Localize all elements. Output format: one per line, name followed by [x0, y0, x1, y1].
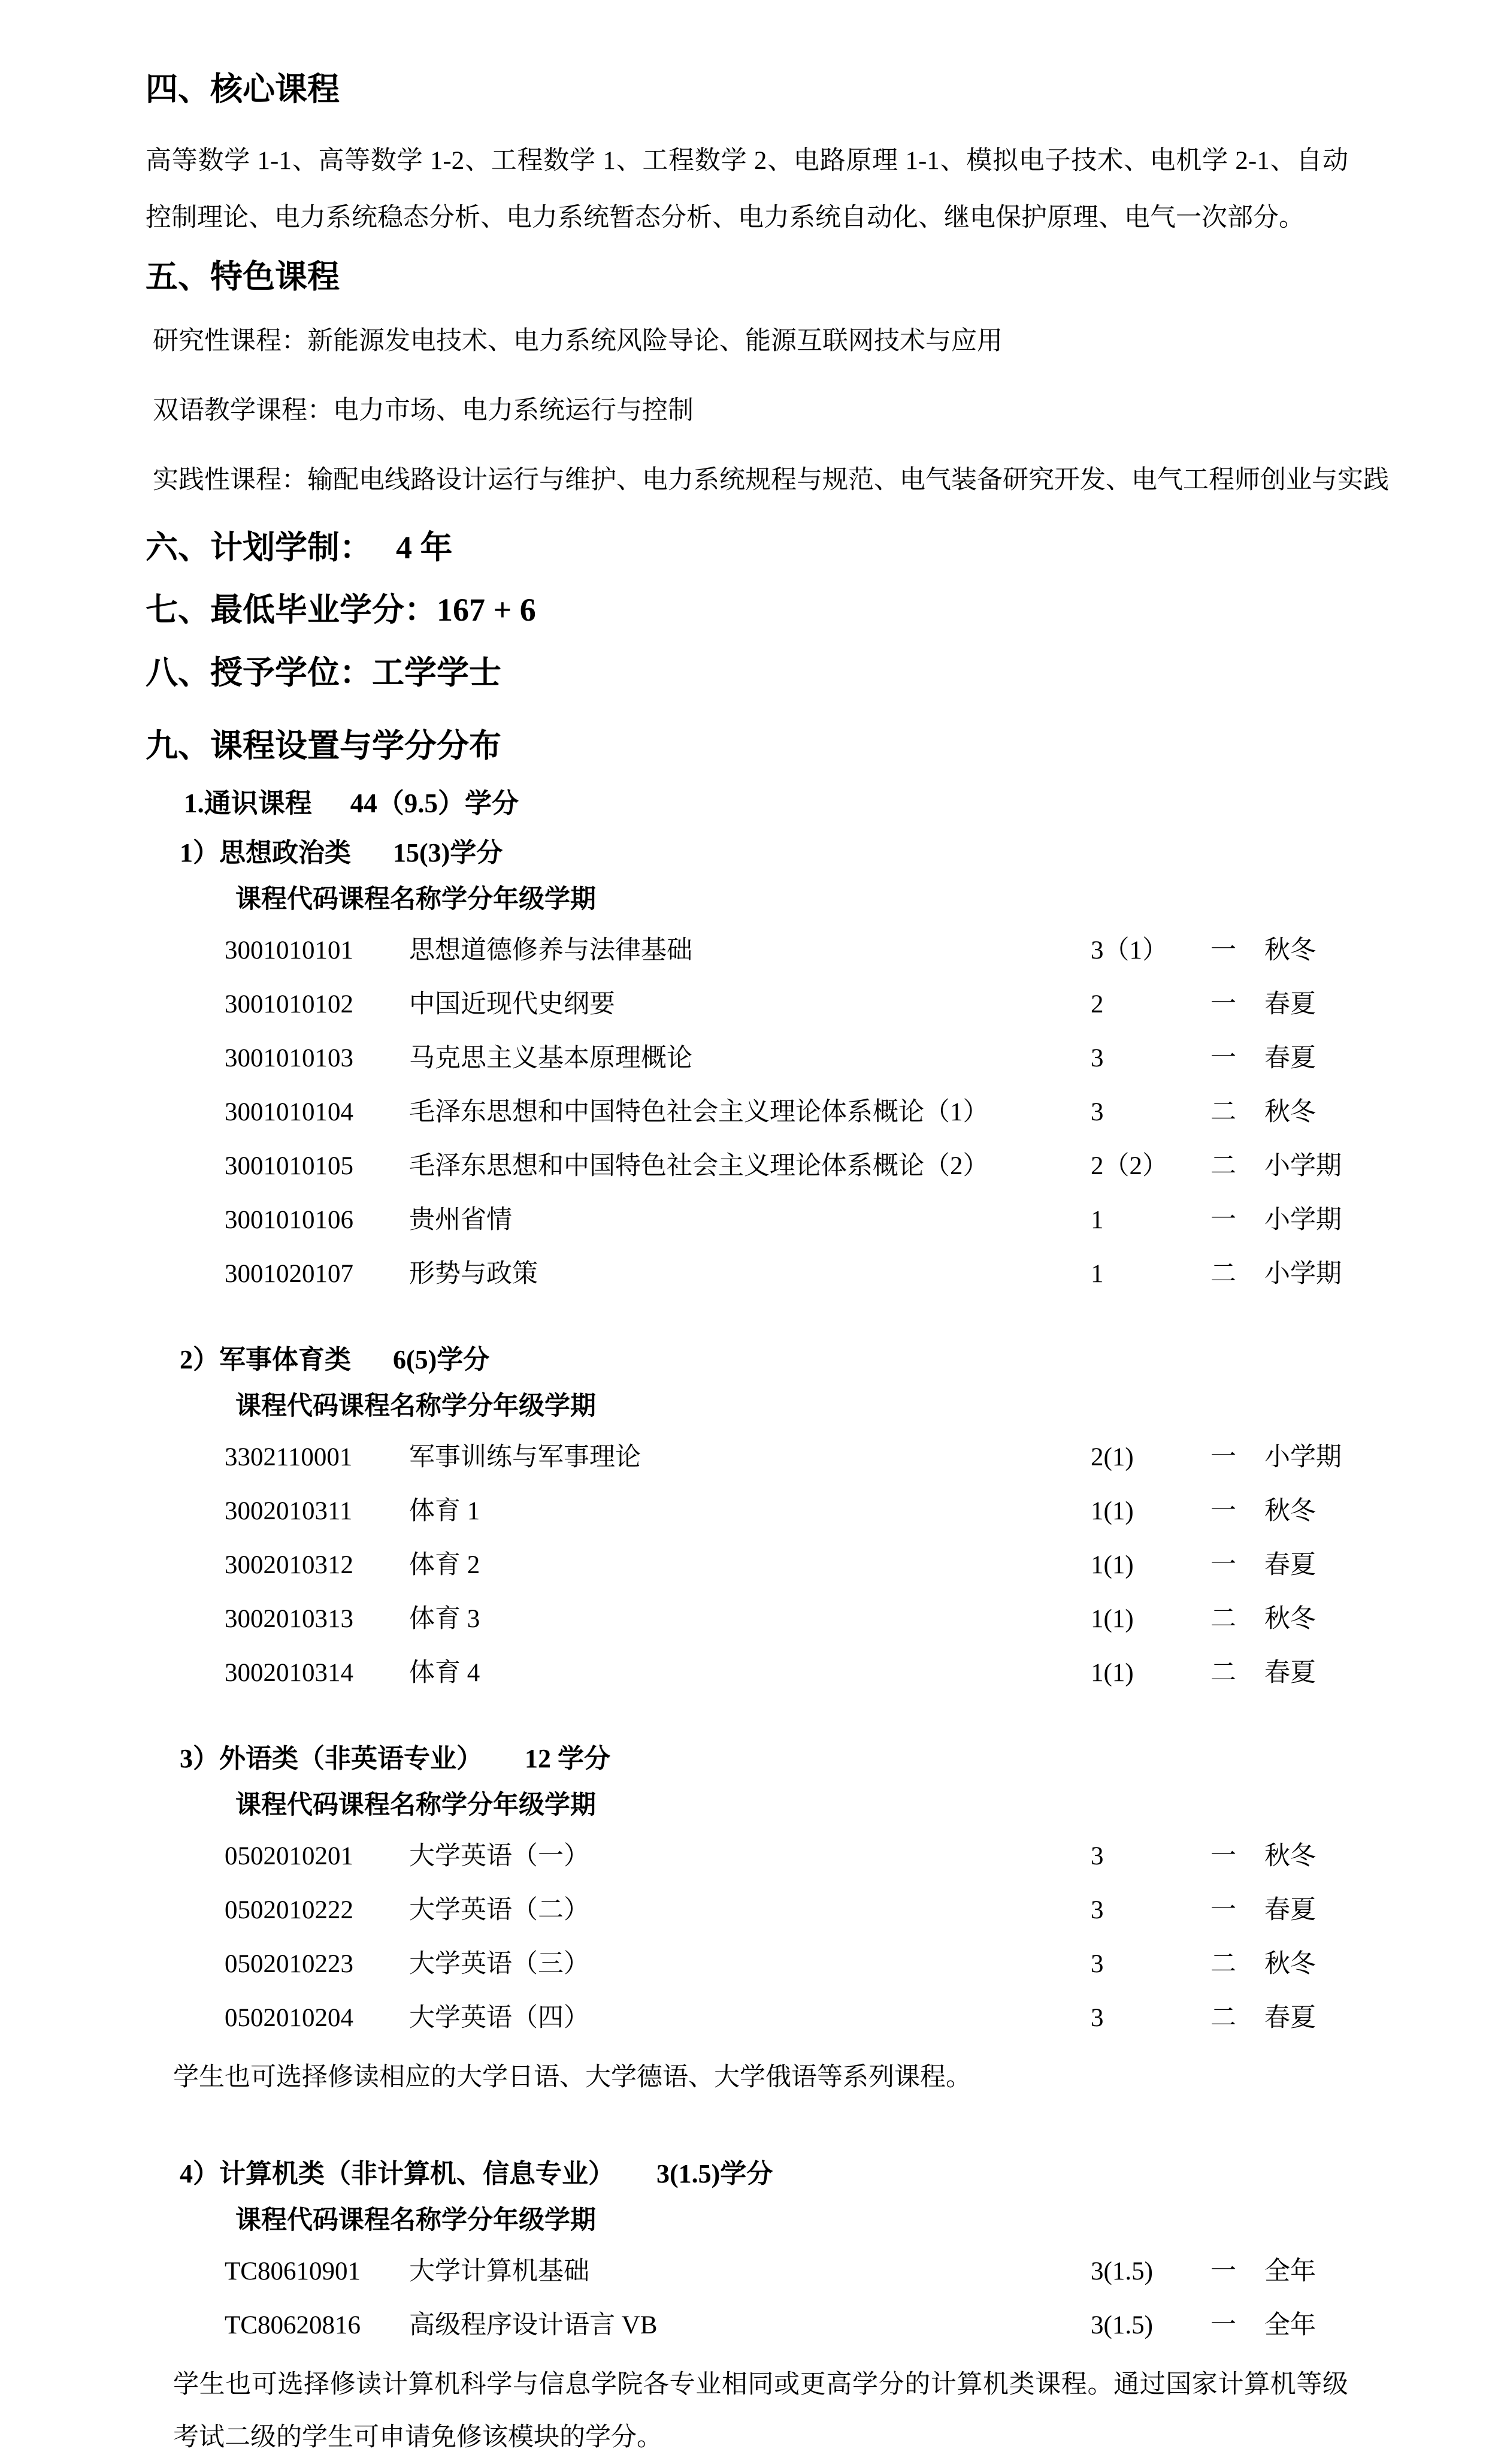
course-year: 二	[1210, 1658, 1236, 1687]
group-label: 1）思想政治类	[180, 838, 351, 867]
course-term: 春夏	[1264, 1550, 1316, 1579]
course-row	[225, 1997, 1348, 2034]
section-min-credits-heading	[146, 591, 1348, 628]
course-code: 0502010201	[225, 1842, 353, 1870]
course-group-heading	[180, 2152, 1348, 2190]
duration-label: 六、计划学制：	[146, 530, 372, 566]
course-year: 一	[1210, 2257, 1236, 2285]
group-credits: 12 学分	[525, 1743, 610, 1773]
course-code: 0502010223	[225, 1949, 353, 1978]
course-group	[146, 1338, 1348, 1689]
course-name: 大学英语（二）	[409, 1895, 589, 1924]
course-year: 一	[1210, 936, 1236, 965]
course-table-header: 课程代码课程名称学分年级学期	[235, 1392, 596, 1420]
course-name: 军事训练与军事理论	[409, 1443, 641, 1471]
course-group	[146, 831, 1348, 1290]
course-groups-container	[146, 831, 1348, 2464]
min-credits-value: 167 + 6	[437, 592, 536, 628]
course-row	[225, 1598, 1348, 1635]
course-group	[146, 2152, 1348, 2464]
course-term: 小学期	[1264, 1205, 1342, 1234]
course-row	[225, 984, 1348, 1020]
course-row	[225, 1199, 1348, 1236]
min-credits-label: 七、最低毕业学分：	[146, 592, 437, 628]
course-group-heading	[180, 1338, 1348, 1376]
course-name: 马克思主义基本原理概论	[409, 1044, 692, 1072]
course-rows	[146, 930, 1348, 1290]
course-term: 秋冬	[1264, 1496, 1316, 1525]
course-name: 体育 1	[409, 1496, 480, 1525]
group-label: 2）军事体育类	[180, 1344, 351, 1374]
group-credits: 6(5)学分	[393, 1344, 490, 1374]
course-credit: 1(1)	[1091, 1496, 1134, 1525]
course-table-header: 课程代码课程名称学分年级学期	[235, 2206, 596, 2235]
course-term: 小学期	[1264, 1259, 1342, 1288]
course-credit: 3	[1091, 1842, 1104, 1870]
course-row	[225, 1652, 1348, 1689]
core-courses-paragraph: 高等数学 1-1、高等数学 1-2、工程数学 1、工程数学 2、电路原理 1-1、模拟电子技术、电机学 2-1、自动控制理论、电力系统稳态分析、电力系统暂态分析、电力系统自动化、继电保护原理、电气一次部分。	[146, 147, 1348, 232]
course-code: 3001010102	[225, 990, 353, 1018]
course-term: 春夏	[1264, 990, 1316, 1018]
section-degree-heading	[146, 654, 1348, 691]
course-code: 0502010222	[225, 1895, 353, 1924]
course-name: 毛泽东思想和中国特色社会主义理论体系概论（1）	[409, 1098, 989, 1126]
group-credits: 3(1.5)学分	[656, 2158, 773, 2188]
course-term: 春夏	[1264, 2003, 1316, 2032]
course-credit: 3	[1091, 1098, 1104, 1126]
section-duration-heading	[146, 529, 1348, 566]
course-row	[225, 2251, 1348, 2287]
course-year: 二	[1210, 1259, 1236, 1288]
course-name: 体育 2	[409, 1550, 480, 1579]
course-year: 一	[1210, 2311, 1236, 2339]
course-credit: 3	[1091, 2003, 1104, 2032]
course-name: 体育 4	[409, 1658, 480, 1687]
course-code: 3002010311	[225, 1496, 353, 1525]
course-name: 大学英语（四）	[409, 2003, 589, 2032]
course-credit: 1(1)	[1091, 1550, 1134, 1579]
course-term: 秋冬	[1264, 1842, 1316, 1870]
course-credit: 3	[1091, 1044, 1104, 1072]
course-row	[225, 1145, 1348, 1182]
course-year: 一	[1210, 1044, 1236, 1072]
course-rows	[146, 2251, 1348, 2341]
course-credit: 2(1)	[1091, 1443, 1134, 1471]
course-rows	[146, 1437, 1348, 1689]
course-rows	[146, 1836, 1348, 2034]
course-row	[225, 1092, 1348, 1128]
group-credits: 15(3)学分	[393, 838, 503, 867]
course-group-heading	[180, 831, 1348, 869]
group-note: 学生也可选择修读相应的大学日语、大学德语、大学俄语等系列课程。	[173, 2063, 972, 2091]
course-code: 3001010104	[225, 1098, 353, 1126]
course-name: 大学英语（三）	[409, 1949, 589, 1978]
course-name: 毛泽东思想和中国特色社会主义理论体系概论（2）	[409, 1151, 989, 1180]
feature-practice-line: 实践性课程：输配电线路设计运行与维护、电力系统规程与规范、电气装备研究开发、电气工程师创业与实践	[153, 466, 1389, 495]
section-core-heading: 四、核心课程	[146, 71, 340, 107]
course-name: 高级程序设计语言 VB	[409, 2311, 658, 2339]
course-year: 一	[1210, 1895, 1236, 1924]
course-code: 3302110001	[225, 1443, 353, 1471]
course-code: 3001020107	[225, 1259, 353, 1288]
course-row	[225, 1943, 1348, 1980]
course-credit: 1(1)	[1091, 1658, 1134, 1687]
course-year: 一	[1210, 1443, 1236, 1471]
course-name: 思想道德修养与法律基础	[409, 936, 692, 965]
course-name: 大学英语（一）	[409, 1842, 589, 1870]
course-name: 大学计算机基础	[409, 2257, 589, 2285]
general-courses-credits: 44（9.5）学分	[350, 788, 519, 818]
course-name: 体育 3	[409, 1604, 480, 1633]
general-courses-label: 1.通识课程	[184, 788, 312, 818]
course-credit: 3	[1091, 1949, 1104, 1978]
course-credit: 2	[1091, 990, 1104, 1018]
course-credit: 3（1）	[1091, 936, 1168, 965]
course-credit: 1	[1091, 1205, 1104, 1234]
course-year: 一	[1210, 1842, 1236, 1870]
course-group	[146, 1737, 1348, 2104]
course-year: 二	[1210, 1604, 1236, 1633]
course-row	[225, 1544, 1348, 1581]
course-row	[225, 1836, 1348, 1872]
course-term: 小学期	[1264, 1151, 1342, 1180]
course-row	[225, 1038, 1348, 1074]
course-row	[225, 1253, 1348, 1290]
course-code: 3001010105	[225, 1151, 353, 1180]
course-credit: 2（2）	[1091, 1151, 1168, 1180]
course-year: 二	[1210, 1151, 1236, 1180]
section-feature-heading: 五、特色课程	[146, 259, 340, 295]
course-term: 秋冬	[1264, 1604, 1316, 1633]
course-term: 春夏	[1264, 1895, 1316, 1924]
course-row	[225, 2305, 1348, 2341]
course-row	[225, 1491, 1348, 1527]
course-code: TC80620816	[225, 2311, 361, 2339]
degree-value: 工学学士	[372, 654, 501, 691]
course-name: 形势与政策	[409, 1259, 538, 1288]
course-code: 3002010313	[225, 1604, 353, 1633]
course-code: TC80610901	[225, 2257, 361, 2285]
course-year: 一	[1210, 990, 1236, 1018]
course-credit: 3	[1091, 1895, 1104, 1924]
course-code: 3001010103	[225, 1044, 353, 1072]
course-table-header: 课程代码课程名称学分年级学期	[235, 1791, 596, 1819]
course-code: 3001010101	[225, 936, 353, 965]
course-code: 3002010312	[225, 1550, 353, 1579]
course-name: 中国近现代史纲要	[409, 990, 615, 1018]
degree-label: 八、授予学位：	[146, 654, 372, 691]
section-curriculum-heading: 九、课程设置与学分分布	[146, 727, 501, 764]
course-table-header: 课程代码课程名称学分年级学期	[235, 885, 596, 914]
course-row	[225, 1437, 1348, 1473]
course-term: 秋冬	[1264, 1098, 1316, 1126]
general-courses-subtitle	[184, 781, 1348, 820]
duration-value: 4 年	[396, 530, 453, 566]
course-year: 一	[1210, 1550, 1236, 1579]
course-credit: 1(1)	[1091, 1604, 1134, 1633]
course-term: 全年	[1264, 2257, 1316, 2285]
course-code: 3002010314	[225, 1658, 353, 1687]
group-label: 4）计算机类（非计算机、信息专业）	[180, 2158, 615, 2188]
feature-bilingual-line: 双语教学课程：电力市场、电力系统运行与控制	[153, 397, 694, 425]
group-label: 3）外语类（非英语专业）	[180, 1743, 483, 1773]
course-code: 3001010106	[225, 1205, 353, 1234]
course-group-heading	[180, 1737, 1348, 1775]
course-name: 贵州省情	[409, 1205, 512, 1234]
course-year: 二	[1210, 2003, 1236, 2032]
course-year: 二	[1210, 1098, 1236, 1126]
course-credit: 3(1.5)	[1091, 2311, 1153, 2339]
course-term: 全年	[1264, 2311, 1316, 2339]
course-row	[225, 1889, 1348, 1926]
course-year: 一	[1210, 1205, 1236, 1234]
course-row	[225, 930, 1348, 966]
course-year: 一	[1210, 1496, 1236, 1525]
feature-research-line: 研究性课程：新能源发电技术、电力系统风险导论、能源互联网技术与应用	[153, 327, 1003, 356]
course-credit: 3(1.5)	[1091, 2257, 1153, 2285]
course-term: 春夏	[1264, 1044, 1316, 1072]
course-credit: 1	[1091, 1259, 1104, 1288]
group-note: 学生也可选择修读计算机科学与信息学院各专业相同或更高学分的计算机类课程。通过国家计算机等级考试二级的学生可申请免修该模块的学分。	[173, 2370, 1348, 2452]
course-code: 0502010204	[225, 2003, 353, 2032]
course-term: 秋冬	[1264, 1949, 1316, 1978]
course-year: 二	[1210, 1949, 1236, 1978]
course-term: 小学期	[1264, 1443, 1342, 1471]
course-term: 春夏	[1264, 1658, 1316, 1687]
course-term: 秋冬	[1264, 936, 1316, 965]
